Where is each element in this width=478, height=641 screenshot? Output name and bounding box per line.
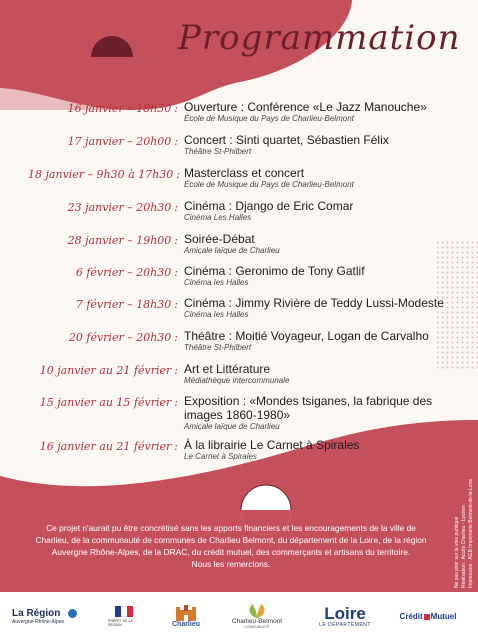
event-date: 28 janvier – 19h00 : [67,234,178,247]
event-title: Théâtre : Moitié Voyageur, Logan de Carvalho [184,329,429,343]
event-date: 18 janvier – 9h30 à 17h30 : [28,168,180,181]
page-title: Programmation [178,18,461,58]
event-date: 23 janvier – 20h30 : [67,201,178,214]
loire-name: Loire [324,604,366,623]
event-date: 7 février – 18h30 : [75,298,178,311]
event-date: 6 février – 20h30 : [75,266,178,279]
prefet-text: PRÉFET DE LA RÉGION [108,619,133,627]
region-logo [12,592,92,641]
region-name: La Région [12,608,61,619]
print-credits [448,478,478,588]
credit-line: Réalisation : Accès Charlieu - Lycéen [461,505,467,588]
charlieu-belmont-logo [228,592,286,641]
event-venue: École de Musique du Pays de Charlieu-Belmont [184,114,354,123]
castle-icon [173,605,199,621]
event-date: 10 janvier au 21 février : [39,364,178,377]
charlieu-name: Charlieu [171,621,200,628]
dark-circle-top [91,36,133,78]
credit-mutuel-logo [398,592,458,641]
event-venue: Le Carnet à Spirales [184,452,257,461]
charlieu-belmont-name: Charlieu-Belmont [231,618,283,625]
event-venue: Amicale laïque de Charlieu [184,246,280,255]
thanks-line: Nous les remercions. [191,559,271,569]
region-sub: Auvergne-Rhône-Alpes [12,619,64,625]
charlieu-logo [166,592,206,641]
event-date: 15 janvier au 15 février : [39,396,178,409]
event-venue: École de Musique du Pays de Charlieu-Belmont [184,180,354,189]
event-date: 17 janvier – 20h00 : [67,135,178,148]
sponsor-logos [0,592,478,641]
thanks-line: Charlieu, de la communauté de communes de Charlieu Belmont, du département de la Loire, de la région [35,535,427,545]
region-icon [68,609,77,618]
thanks-text [0,522,462,570]
event-venue: Cinéma Les Halles [184,213,252,222]
event-date: 20 février – 20h30 : [68,331,178,344]
event-title: Soirée-Débat [184,232,255,246]
credit-line: Impression : AGB Imprimerie Belmont-de-la-Loire [468,478,474,588]
charlieu-belmont-sub: COMMUNAUTÉ [244,625,270,629]
flag-icon [115,606,133,617]
loire-logo [312,592,378,641]
event-title: Cinéma : Django de Eric Comar [184,199,354,213]
event-title: Cinéma : Jimmy Rivière de Teddy Lussi-Modeste [184,296,444,310]
event-date: 16 janvier – 18h30 : [67,102,178,115]
leaf-icon [245,604,269,618]
loire-sub: LE DÉPARTEMENT [319,622,371,628]
event-title-line2: images 1860-1980» [184,408,291,422]
credit-name: Crédit [399,612,423,621]
thanks-line: Ce projet n'aurait pu être concrétisé sans les apports financiers et les encouragements de la ville de [46,523,416,533]
event-venue: Cinéma les Halles [184,278,249,287]
event-title: Masterclass et concert [184,166,305,180]
event-title: À la librairie Le Carnet à Spirales [184,438,360,452]
event-venue: Amicale laïque de Charlieu [184,422,280,431]
event-title: Exposition : «Mondes tsiganes, la fabrique des [184,394,433,408]
event-title: Ouverture : Conférence «Le Jazz Manouche» [184,100,427,114]
event-venue: Théâtre St-Philbert [184,343,252,352]
credit-mutuel-icon [424,614,430,620]
event-title: Cinéma : Geronimo de Tony Gatlif [184,264,365,278]
event-title: Art et Littérature [184,362,271,376]
event-venue: Théâtre St-Philbert [184,147,252,156]
event-venue: Cinéma les Halles [184,310,249,319]
credit-line: Ne pas jeter sur la voie publique [454,516,460,588]
thanks-line: Auvergne Rhône-Alpes, de la DRAC, du crédit mutuel, des commerçants et artisans du territoire. [51,547,411,557]
mutuel-name: Mutuel [430,612,457,621]
event-venue: Médiathèque intercommunale [184,376,290,385]
event-date: 16 janvier au 21 février : [39,440,178,453]
event-title: Concert : Sinti quartet, Sébastien Félix [184,133,389,147]
prefet-logo [108,592,140,641]
